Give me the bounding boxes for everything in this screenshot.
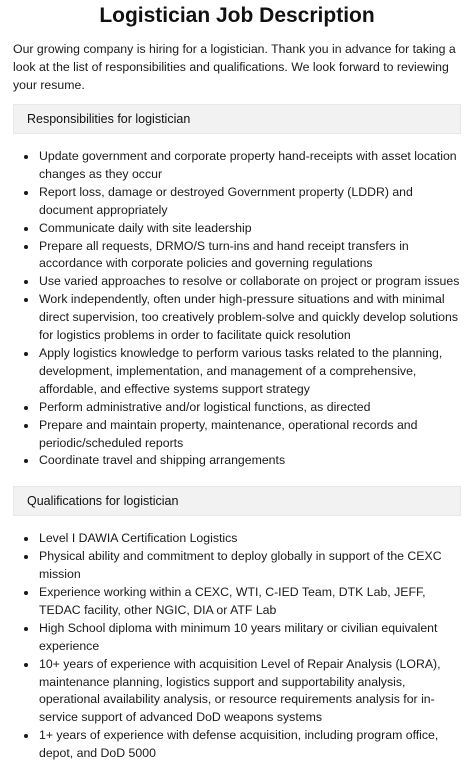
list-item: • Prepare and maintain property, maintenance, operational records and periodic/scheduled reports [38,417,461,453]
list-item: • Report loss, damage or destroyed Government property (LDDR) and document appropriately [38,184,461,220]
page-title: Logistician Job Description [99,4,375,27]
responsibilities-heading: Responsibilities for logistician [13,104,461,134]
list-item: • 1+ years of experience with defense acquisition, including program office, depot, and DoD 5000 [38,727,461,763]
list-item: • High School diploma with minimum 10 years military or civilian equivalent experience [38,620,461,656]
list-item: • Coordinate travel and shipping arrangements [38,452,461,470]
intro-paragraph: Our growing company is hiring for a logistician. Thank you in advance for taking a look at the list of responsibilities and qualifications. We look forward to reviewing your resume. [13,42,456,92]
list-item: • Apply logistics knowledge to perform various tasks related to the planning, development, implementation, and management of a comprehensive, affordable, and effective systems support strategy [38,345,461,399]
qualifications-list [13,530,461,763]
list-item: • Experience working within a CEXC, WTI, C-IED Team, DTK Lab, JEFF, TEDAC facility, other NGIC, DIA or ATF Lab [38,584,461,620]
list-item: • 10+ years of experience with acquisition Level of Repair Analysis (LORA), maintenance planning, logistics support and supportability analysis, operational availability analysis, or resource requirements analysis for in-service support of advanced DoD weapons systems [38,656,461,728]
list-item: • Update government and corporate property hand-receipts with asset location changes as they occur [38,148,461,184]
list-item: • Use varied approaches to resolve or collaborate on project or program issues [38,273,461,291]
list-item: • Level I DAWIA Certification Logistics [38,530,461,548]
responsibilities-list [13,148,461,470]
list-item: • Communicate daily with site leadership [38,220,461,238]
list-item: • Work independently, often under high-pressure situations and with minimal direct supervision, too creatively problem-solve and quickly develop solutions for logistics problems in order to facilitate quick resolution [38,291,461,345]
list-item: • Physical ability and commitment to deploy globally in support of the CEXC mission [38,548,461,584]
list-item: • Perform administrative and/or logistical functions, as directed [38,399,461,417]
qualifications-heading: Qualifications for logistician [13,486,461,516]
list-item: • Prepare all requests, DRMO/S turn-ins and hand receipt transfers in accordance with corporate policies and governing regulations [38,238,461,274]
